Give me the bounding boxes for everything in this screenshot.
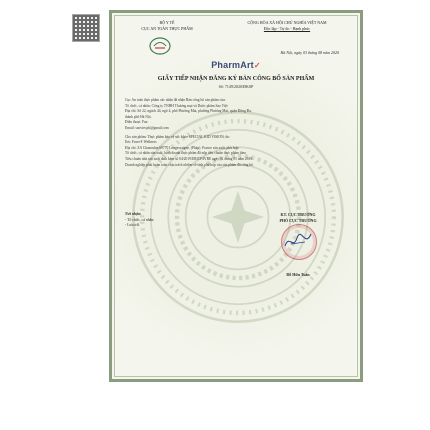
issuer-block: [123, 20, 211, 32]
signature-title-block: [253, 212, 343, 223]
signature-title-line2: PHÓ CỤC TRƯỞNG: [279, 217, 317, 223]
ministry-name: BỘ Y TẾ: [159, 20, 175, 25]
signature-title-line1: KT. CỤC TRƯỞNG: [280, 212, 316, 217]
certificate-frame: [114, 15, 358, 377]
body-line: Tổ chức, cá nhân sản xuất, kinh doanh thực phẩm đã nộp tiêu chuẩn thực phẩm theo: [125, 151, 247, 156]
qr-code: [72, 14, 100, 42]
recipients-heading: Nơi nhận:: [125, 212, 142, 216]
handwritten-signature: [283, 230, 313, 252]
agency-name: CỤC AN TOÀN THỰC PHẨM: [141, 26, 193, 31]
recipient-item: - Tổ chức, cá nhân;: [125, 217, 155, 222]
document-body: [125, 98, 347, 168]
body-line: Cho sản phẩm: Thực phẩm bảo vệ sức khỏe SPECIAL KID VISION; do:: [125, 134, 231, 139]
body-line: Tiêu chuẩn nhà sản xuất dinh kèm số 04/2019/ERICFAVRE ngày 01 tháng 05 năm 2019.: [125, 156, 254, 161]
document-title: GIẤY TIẾP NHẬN ĐĂNG KÝ BẢN CÔNG BỐ SẢN PHẨM: [157, 76, 315, 82]
pharmart-logo: [115, 60, 357, 70]
logo-text: PharmArt: [211, 60, 254, 70]
body-line: Điện thoại: Fax:: [125, 120, 149, 125]
body-line: Email: saoviet.ph@gmail.com: [125, 125, 169, 130]
body-line: Địa chỉ: ZA Chanoulan 69770 Longessaigne, (Pháp). France sản xuất, phù hợp:: [125, 145, 240, 150]
body-line: thành phố Hà Nội.: [125, 114, 152, 119]
logo-check-icon: ✓: [253, 61, 261, 70]
ministry-emblem-icon: [148, 36, 172, 56]
signer-name: Đỗ Hữu Tuấn: [286, 272, 310, 277]
body-line: Tổ chức, cá nhân: Công ty TNHH Thương mại và Dược phẩm Sao Việt: [125, 103, 228, 108]
recipients-block: [125, 212, 154, 229]
national-motto: Độc lập - Tự do - Hạnh phúc: [263, 26, 311, 31]
document-number: Số: 7149/2020/ĐKSP: [218, 84, 254, 89]
body-line: Cục An toàn thực phẩm xác nhận đã nhận Bản công bố sản phẩm của:: [125, 98, 226, 102]
country-name: CỘNG HÒA XÃ HỘI CHỦ NGHĨA VIỆT NAM: [247, 20, 327, 25]
document-header: [115, 20, 357, 60]
recipient-item: - Lưu trữ.: [125, 223, 140, 228]
body-line: Doanh nghiệp phải hoàn toàn chịu trách nhiệm về tính phù hợp của sản phẩm đã công bố.: [125, 162, 254, 167]
certificate-document: [109, 10, 363, 382]
body-line: Địa chỉ: Số 22, ngách 44, ngõ 4, phố Phương Mai, phường Phương Mai, quận Đống Đa,: [125, 109, 252, 114]
body-line: Eric Favre® Wellness: [125, 140, 157, 145]
national-heading: [227, 20, 347, 32]
issue-date: Hà Nội, ngày 03 tháng 08 năm 2020: [280, 50, 339, 55]
